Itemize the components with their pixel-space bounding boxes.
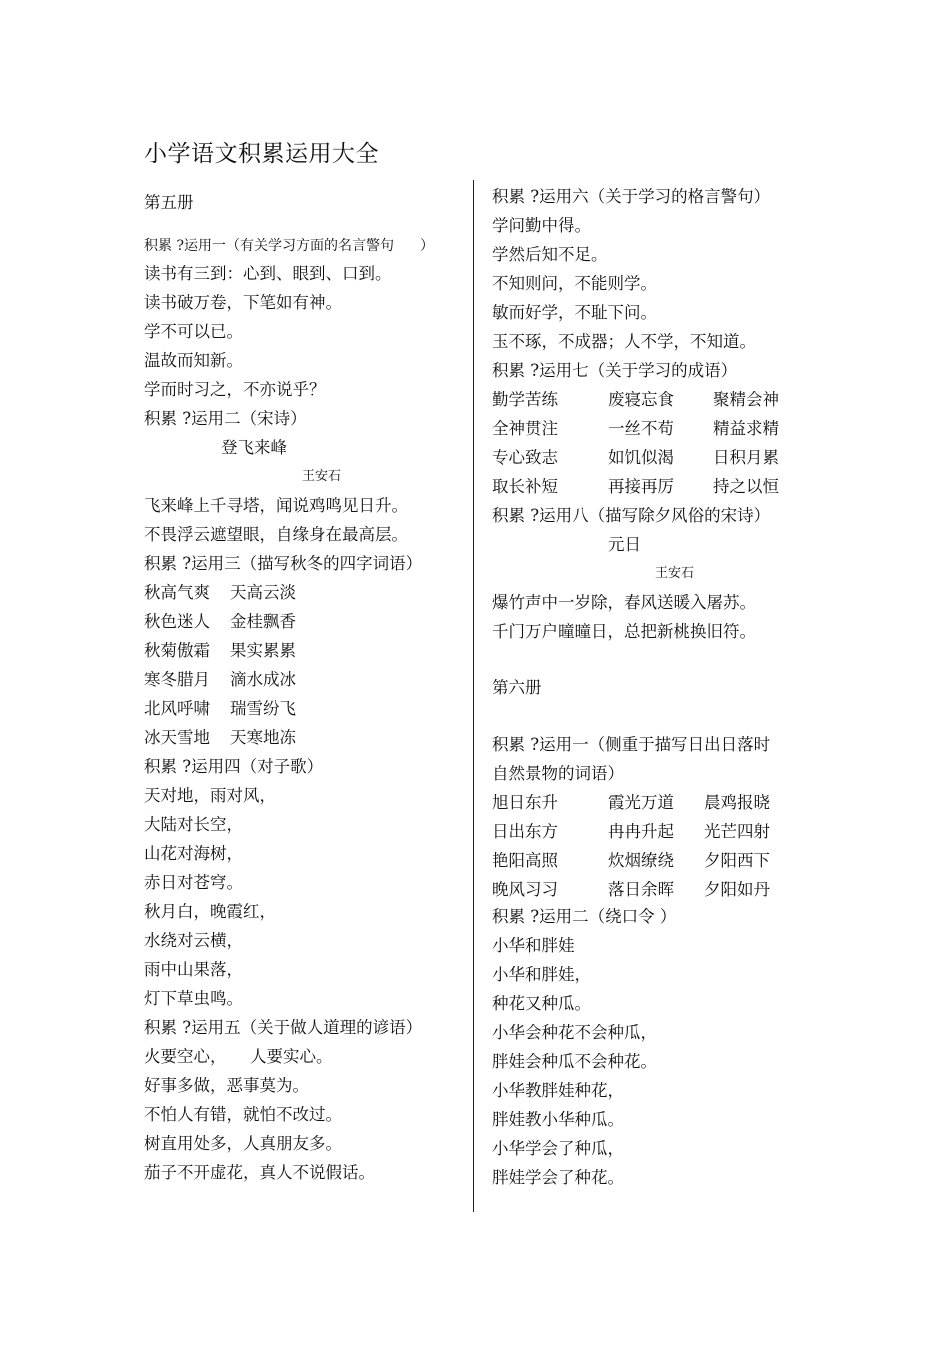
s5-first-line — [144, 1046, 333, 1068]
s8-heading: 积累 ?运用八（描写除夕风俗的宋诗） — [492, 506, 771, 525]
s7-cell: 废寝忘食 — [608, 390, 674, 409]
page-title: 小学语文积累运用大全 — [144, 141, 379, 167]
b1-cell: 晚风习习 — [492, 880, 558, 899]
s6-line: 敏而好学，不耻下问。 — [492, 303, 657, 322]
s3-cell: 天寒地冻 — [230, 728, 296, 747]
b2-line: 小华和胖娃 — [492, 936, 575, 955]
s1-heading — [144, 235, 434, 257]
s3-cell: 秋高气爽 — [144, 583, 210, 602]
s3-cell: 滴水成冰 — [230, 670, 296, 689]
b1-row — [492, 821, 770, 843]
s6-line: 玉不琢，不成器；人不学，不知道。 — [492, 332, 756, 351]
s3-cell: 金桂飘香 — [230, 612, 296, 631]
s4-line: 灯下草虫鸣。 — [144, 989, 243, 1008]
s5-line: 茄子不开虚花，真人不说假话。 — [144, 1163, 375, 1182]
s7-cell: 精益求精 — [713, 419, 779, 438]
s5-line: 不怕人有错，就怕不改过。 — [144, 1105, 342, 1124]
s7-row — [492, 389, 779, 411]
s1-line: 读书有三到：心到、眼到、口到。 — [144, 264, 392, 283]
s3-cell: 瑞雪纷飞 — [230, 699, 296, 718]
s7-cell: 如饥似渴 — [608, 448, 674, 467]
s7-cell: 聚精会神 — [713, 390, 779, 409]
s5-line: 好事多做，恶事莫为。 — [144, 1076, 309, 1095]
s3-row — [144, 611, 296, 633]
s1-line: 学不可以已。 — [144, 322, 243, 341]
s4-line: 山花对海树， — [144, 844, 243, 863]
s3-row — [144, 727, 296, 749]
s3-cell: 寒冬腊月 — [144, 670, 210, 689]
b1-cell: 冉冉升起 — [608, 822, 674, 841]
s3-cell: 北风呼啸 — [144, 699, 210, 718]
s7-cell: 全神贯注 — [492, 419, 558, 438]
s2-line: 不畏浮云遮望眼，自缘身在最高层。 — [144, 525, 408, 544]
b1-cell: 夕阳西下 — [704, 851, 770, 870]
s7-row — [492, 418, 779, 440]
b1-cell: 霞光万道 — [608, 793, 674, 812]
b1-cell: 晨鸡报晓 — [704, 793, 770, 812]
s3-row — [144, 640, 296, 662]
b1-cell: 落日余晖 — [608, 880, 674, 899]
s8-poem-author: 王安石 — [655, 566, 695, 581]
b2-line: 胖娃会种瓜不会种花。 — [492, 1052, 657, 1071]
s1-heading-close: ） — [419, 238, 434, 254]
s6-line: 学然后知不足。 — [492, 245, 608, 264]
s1-line: 温故而知新。 — [144, 351, 243, 370]
s6-heading: 积累 ?运用六（关于学习的格言警句） — [492, 187, 771, 206]
column-divider — [473, 180, 474, 1212]
s7-cell: 一丝不苟 — [608, 419, 674, 438]
b2-line: 种花又种瓜。 — [492, 994, 591, 1013]
s6-line: 学问勤中得。 — [492, 216, 591, 235]
s7-row — [492, 447, 779, 469]
s4-line: 天对地，雨对风， — [144, 786, 276, 805]
s6-line: 不知则问，不能则学。 — [492, 274, 657, 293]
s7-cell: 日积月累 — [713, 448, 779, 467]
s7-cell: 持之以恒 — [713, 477, 779, 496]
b1-cell: 旭日东升 — [492, 793, 558, 812]
s3-row — [144, 582, 296, 604]
s2-line: 飞来峰上千寻塔，闻说鸡鸣见日升。 — [144, 496, 408, 515]
b1-row — [492, 850, 770, 872]
s7-row — [492, 476, 779, 498]
s3-cell: 冰天雪地 — [144, 728, 210, 747]
b1-heading-line1: 积累 ?运用一（侧重于描写日出日落时 — [492, 735, 771, 754]
s4-line: 赤日对苍穹。 — [144, 873, 243, 892]
b1-cell: 炊烟缭绕 — [608, 851, 674, 870]
s7-cell: 再接再厉 — [608, 477, 674, 496]
section-heading-vol6: 第六册 — [492, 678, 542, 697]
s1-line: 学而时习之，不亦说乎？ — [144, 380, 326, 399]
s5-cell: 人要实心。 — [250, 1047, 333, 1066]
b2-line: 小华和胖娃， — [492, 965, 591, 984]
s3-cell: 秋菊傲霜 — [144, 641, 210, 660]
s8-line: 千门万户曈曈日，总把新桃换旧符。 — [492, 622, 756, 641]
b2-line: 小华学会了种瓜， — [492, 1139, 624, 1158]
b1-cell: 日出东方 — [492, 822, 558, 841]
s2-poem-title: 登飞来峰 — [221, 438, 287, 457]
b2-line: 胖娃学会了种花。 — [492, 1168, 624, 1187]
s3-row — [144, 669, 296, 691]
s7-cell: 取长补短 — [492, 477, 558, 496]
s3-cell: 秋色迷人 — [144, 612, 210, 631]
b1-cell: 光芒四射 — [704, 822, 770, 841]
s4-heading: 积累 ?运用四（对子歌） — [144, 757, 324, 776]
s1-heading-text: 积累 ?运用一（有关学习方面的名言警句 — [144, 238, 394, 254]
s3-cell: 果实累累 — [230, 641, 296, 660]
s5-cell: 火要空心， — [144, 1047, 227, 1066]
s3-cell: 天高云淡 — [230, 583, 296, 602]
s5-heading: 积累 ?运用五（关于做人道理的谚语） — [144, 1018, 423, 1037]
b2-heading: 积累 ?运用二（绕口令 ） — [492, 907, 677, 926]
b1-row — [492, 792, 770, 814]
b2-line: 小华教胖娃种花， — [492, 1081, 624, 1100]
s4-line: 水绕对云横， — [144, 931, 243, 950]
s7-heading: 积累 ?运用七（关于学习的成语） — [492, 361, 738, 380]
s1-line: 读书破万卷，下笔如有神。 — [144, 293, 342, 312]
b1-cell: 艳阳高照 — [492, 851, 558, 870]
s7-cell: 勤学苦练 — [492, 390, 558, 409]
s3-row — [144, 698, 296, 720]
s2-poem-author: 王安石 — [302, 469, 342, 484]
b2-line: 小华会种花不会种瓜， — [492, 1023, 657, 1042]
s4-line: 秋月白，晚霞红， — [144, 902, 276, 921]
section-heading-vol5: 第五册 — [144, 193, 194, 212]
s4-line: 雨中山果落， — [144, 960, 243, 979]
b1-cell: 夕阳如丹 — [704, 880, 770, 899]
s8-line: 爆竹声中一岁除，春风送暖入屠苏。 — [492, 593, 756, 612]
s7-cell: 专心致志 — [492, 448, 558, 467]
b2-line: 胖娃教小华种瓜。 — [492, 1110, 624, 1129]
b1-row — [492, 879, 770, 901]
b1-heading-line2: 自然景物的词语） — [492, 764, 624, 783]
s8-poem-title: 元日 — [608, 535, 641, 554]
s3-heading: 积累 ?运用三（描写秋冬的四字词语） — [144, 554, 423, 573]
s2-heading: 积累 ?运用二（宋诗） — [144, 409, 307, 428]
s4-line: 大陆对长空， — [144, 815, 243, 834]
s5-line: 树直用处多，人真朋友多。 — [144, 1134, 342, 1153]
